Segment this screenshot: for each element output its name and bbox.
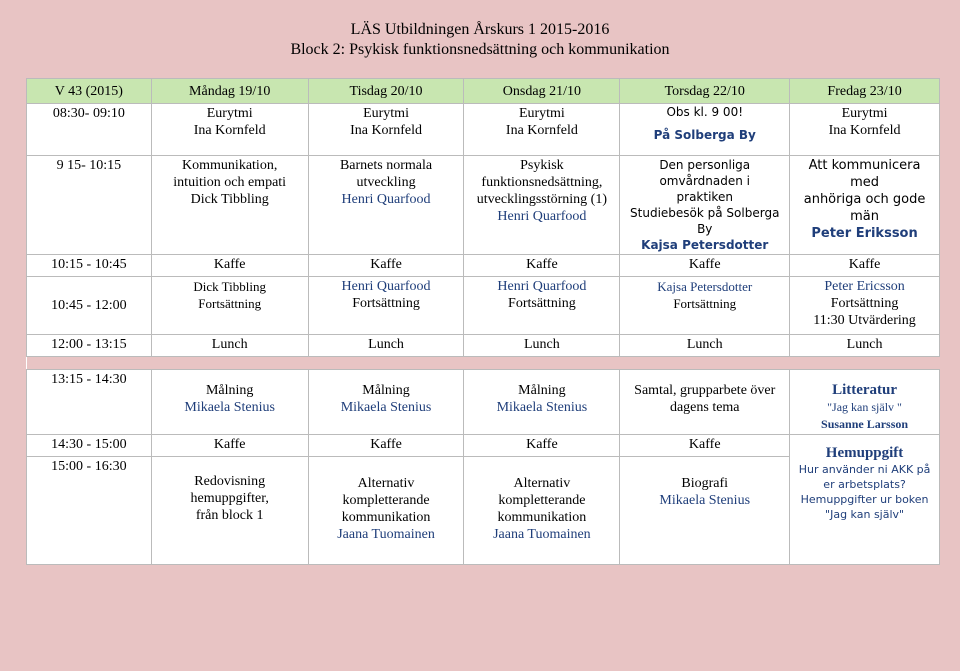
header-thursday: Torsdag 22/10	[620, 79, 790, 104]
spacer-row	[27, 357, 940, 370]
cell: Kaffe	[464, 255, 620, 277]
teacher-name: Ina Kornfeld	[505, 123, 578, 138]
litteratur-heading: Litteratur	[832, 382, 898, 398]
cell: Litteratur "Jag kan själv " Susanne Larsson	[790, 370, 940, 435]
cell: Kommunikation, intuition och empati Dick Tibbling	[151, 156, 308, 255]
cell: Dick Tibbling Fortsättning	[151, 277, 308, 335]
cell	[790, 104, 940, 156]
header-wednesday: Onsdag 21/10	[464, 79, 620, 104]
hemuppgift-heading: Hemuppgift	[825, 445, 904, 461]
page-title	[0, 20, 960, 60]
session-title: Eurytmi	[206, 106, 253, 121]
cell: Henri Quarfood Fortsättning	[464, 277, 620, 335]
cell: Att kommunicera med anhöriga och gode män Peter Eriksson	[790, 156, 940, 255]
cell	[620, 104, 790, 156]
header-week: V 43 (2015)	[27, 79, 152, 104]
title-line-2: Block 2: Psykisk funktionsnedsättning och kommunikation	[290, 41, 670, 58]
header-monday: Måndag 19/10	[151, 79, 308, 104]
table-row	[27, 370, 940, 435]
session-title: Eurytmi	[363, 106, 409, 121]
cell: Alternativ kompletterande kommunikation Jaana Tuomainen	[464, 457, 620, 565]
teacher-name: Ina Kornfeld	[193, 123, 266, 138]
header-tuesday: Tisdag 20/10	[308, 79, 464, 104]
cell: Psykisk funktionsnedsättning, utvecklingsstörning (1) Henri Quarfood	[464, 156, 620, 255]
cell: Lunch	[308, 335, 464, 357]
cell: Kaffe	[308, 435, 464, 457]
cell	[464, 104, 620, 156]
time-cell: 12:00 - 13:15	[27, 335, 152, 357]
cell: Kajsa Petersdotter Fortsättning	[620, 277, 790, 335]
table-row	[27, 435, 940, 457]
teacher-name: Henri Quarfood	[341, 192, 431, 207]
table-row	[27, 104, 940, 156]
cell: Kaffe	[620, 435, 790, 457]
cell: Kaffe	[790, 255, 940, 277]
time-cell: 10:15 - 10:45	[27, 255, 152, 277]
cell: Kaffe	[151, 435, 308, 457]
header-friday: Fredag 23/10	[790, 79, 940, 104]
table-row	[27, 156, 940, 255]
cell: Biografi Mikaela Stenius	[620, 457, 790, 565]
cell: Den personliga omvårdnaden i praktiken Studiebesök på Solberga By Kajsa Petersdotter	[620, 156, 790, 255]
cell: Målning Mikaela Stenius	[464, 370, 620, 435]
cell: Lunch	[151, 335, 308, 357]
cell: Kaffe	[464, 435, 620, 457]
cell: Barnets normala utveckling Henri Quarfood	[308, 156, 464, 255]
cell: Målning Mikaela Stenius	[151, 370, 308, 435]
cell	[151, 104, 308, 156]
cell: Lunch	[620, 335, 790, 357]
cell: Samtal, grupparbete över dagens tema	[620, 370, 790, 435]
cell: Henri Quarfood Fortsättning	[308, 277, 464, 335]
time-cell: 15:00 - 16:30	[27, 457, 152, 565]
teacher-name: Kajsa Petersdotter	[641, 238, 769, 252]
cell: Lunch	[790, 335, 940, 357]
time-cell: 13:15 - 14:30	[27, 370, 152, 435]
teacher-name: Ina Kornfeld	[828, 123, 901, 138]
cell: Hemuppgift Hur använder ni AKK på er arbetsplats? Hemuppgifter ur boken "Jag kan själv"	[790, 435, 940, 565]
schedule-table	[26, 78, 940, 565]
time-cell: 9 15- 10:15	[27, 156, 152, 255]
cell	[308, 104, 464, 156]
teacher-name: Peter Eriksson	[811, 226, 918, 241]
cell: Kaffe	[151, 255, 308, 277]
note-text: Obs kl. 9 00!	[666, 105, 744, 119]
cell: Kaffe	[620, 255, 790, 277]
title-line-1: LÄS Utbildningen Årskurs 1 2015-2016	[350, 21, 610, 38]
header-row	[27, 79, 940, 104]
teacher-name: Ina Kornfeld	[350, 123, 422, 138]
cell: Lunch	[464, 335, 620, 357]
teacher-name: Dick Tibbling	[190, 192, 269, 207]
teacher-name: Henri Quarfood	[497, 209, 587, 224]
time-cell: 10:45 - 12:00	[27, 277, 152, 335]
session-title: Eurytmi	[518, 106, 565, 121]
location-text: På Solberga By	[653, 128, 756, 142]
cell: Alternativ kompletterande kommunikation Jaana Tuomainen	[308, 457, 464, 565]
table-row	[27, 335, 940, 357]
time-cell: 08:30- 09:10	[27, 104, 152, 156]
cell: Peter Ericsson Fortsättning 11:30 Utvärdering	[790, 277, 940, 335]
table-row	[27, 277, 940, 335]
cell: Målning Mikaela Stenius	[308, 370, 464, 435]
cell: Kaffe	[308, 255, 464, 277]
cell: Redovisning hemuppgifter, från block 1	[151, 457, 308, 565]
time-cell: 14:30 - 15:00	[27, 435, 152, 457]
table-row	[27, 255, 940, 277]
session-title: Eurytmi	[841, 106, 888, 121]
